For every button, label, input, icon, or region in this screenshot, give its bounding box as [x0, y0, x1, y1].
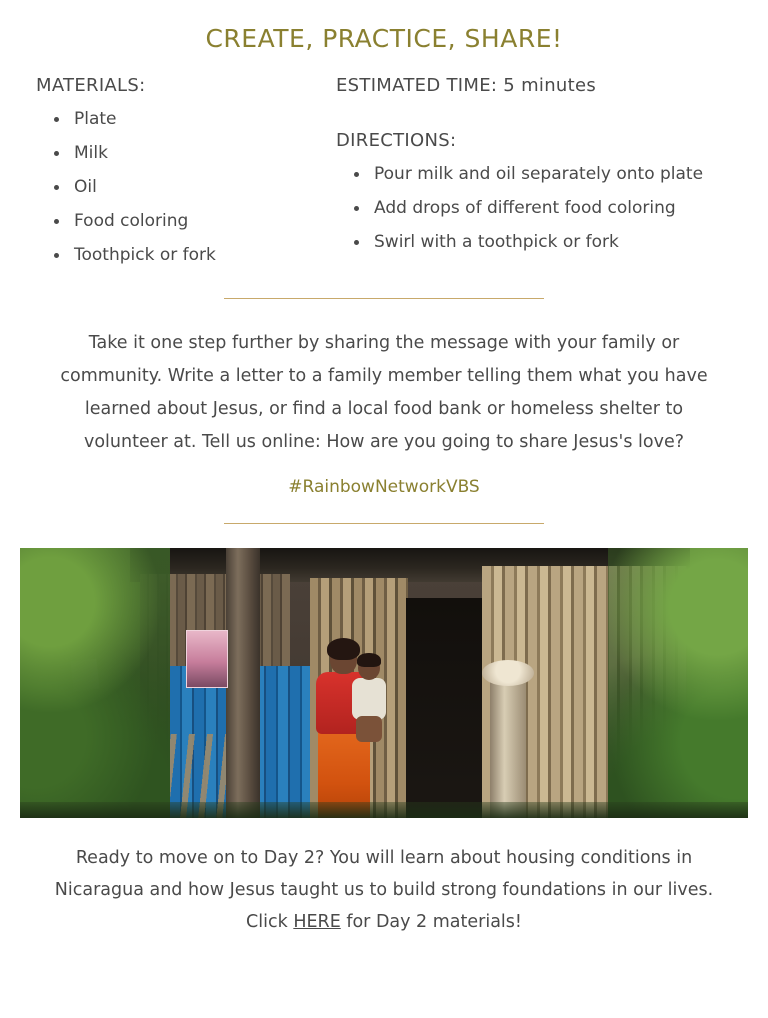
closing-text [44, 842, 724, 938]
list-item: Toothpick or fork [36, 238, 336, 272]
materials-column [36, 75, 336, 272]
child-body [352, 678, 386, 720]
wooden-post-top [482, 660, 534, 686]
list-item: Plate [36, 102, 336, 136]
foliage-right [608, 548, 748, 818]
spacer [336, 102, 734, 130]
child-figure [352, 656, 386, 740]
document-page [0, 24, 768, 1018]
directions-heading: DIRECTIONS: [336, 130, 457, 151]
divider-bottom [224, 523, 544, 524]
estimated-time-label: ESTIMATED TIME: 5 minutes [336, 75, 597, 96]
wooden-post [490, 668, 526, 818]
divider-top [224, 298, 544, 299]
woman-figure [308, 642, 380, 818]
hashtag: #RainbowNetworkVBS [288, 477, 480, 497]
photo-nicaragua-home [20, 548, 748, 818]
page-title: CREATE, PRACTICE, SHARE! [205, 24, 563, 53]
list-item: Oil [36, 170, 336, 204]
list-item: Milk [36, 136, 336, 170]
share-paragraph: Take it one step further by sharing the message with your family or community. Write a letter to a family member telling them what you have learned about Jesus, or find a local food bank or homeless shelter to volunteer at. Tell us online: How are you going to share Jesus's love? [60, 333, 708, 452]
photo-canvas [20, 548, 748, 818]
closing-line-3-before: Click [246, 912, 294, 932]
child-hair [357, 653, 381, 667]
list-item: Swirl with a toothpick or fork [336, 225, 734, 259]
ground-shadow [20, 802, 748, 818]
foliage-left [20, 548, 170, 818]
directions-column [336, 75, 734, 272]
directions-list [336, 157, 734, 259]
materials-heading: MATERIALS: [36, 75, 146, 96]
materials-list [36, 102, 336, 272]
list-item: Food coloring [36, 204, 336, 238]
closing-line-2: Nicaragua and how Jesus taught us to build strong foundations in our lives. [54, 880, 714, 900]
materials-directions-columns [0, 75, 768, 272]
day2-materials-link[interactable]: HERE [293, 912, 341, 932]
list-item: Add drops of different food coloring [336, 191, 734, 225]
tree-trunk [226, 548, 260, 818]
closing-line-3-after: for Day 2 materials! [340, 912, 522, 932]
closing-line-1: Ready to move on to Day 2? You will learn about housing conditions in [75, 848, 693, 868]
list-item: Pour milk and oil separately onto plate [336, 157, 734, 191]
wall-poster [186, 630, 228, 688]
child-legs [356, 716, 382, 742]
